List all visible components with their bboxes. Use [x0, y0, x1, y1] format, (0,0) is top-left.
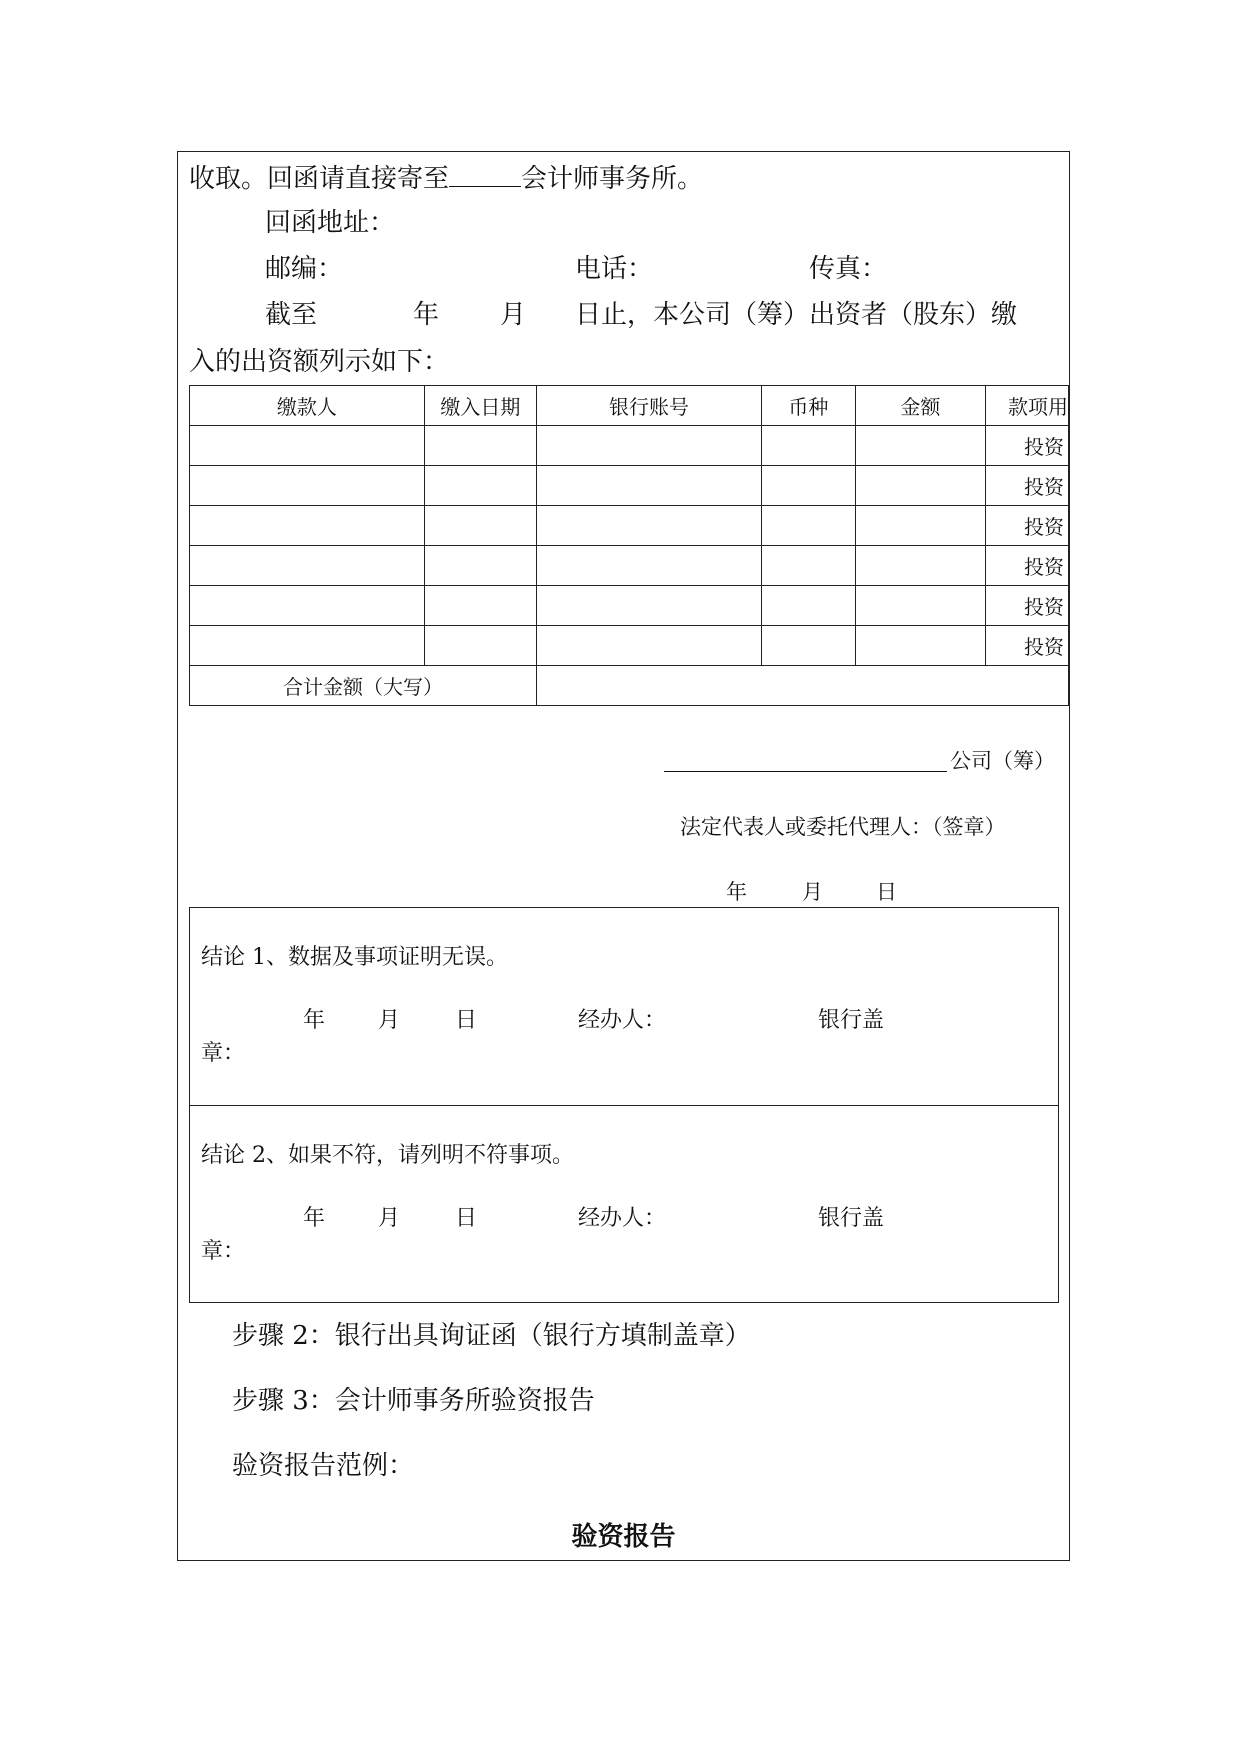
account-cell[interactable]	[537, 506, 762, 546]
header-currency: 币种	[761, 386, 855, 426]
zip-label: 邮编：	[265, 254, 344, 284]
payer-cell[interactable]	[190, 626, 425, 666]
purpose-cell: 投资	[985, 466, 1068, 506]
conclusion-1-section	[190, 908, 1058, 1106]
payer-cell[interactable]	[190, 466, 425, 506]
as-of-year: 年	[413, 300, 440, 330]
conclusion-2-seal: 银行盖	[818, 1206, 885, 1231]
amount-cell[interactable]	[855, 626, 985, 666]
table-row	[190, 426, 1069, 466]
payer-cell[interactable]	[190, 586, 425, 626]
example-label: 验资报告范例：	[232, 1451, 415, 1481]
date-cell[interactable]	[424, 626, 536, 666]
header-amount: 金额	[855, 386, 985, 426]
conclusion-1-text: 结论 1、数据及事项证明无误。	[201, 945, 508, 970]
document-frame	[177, 151, 1070, 1561]
phone-label: 电话：	[575, 254, 654, 284]
table-row	[190, 466, 1069, 506]
total-label: 合计金额（大写）	[190, 666, 537, 706]
currency-cell[interactable]	[761, 466, 855, 506]
header-bank-account: 银行账号	[537, 386, 762, 426]
conclusion-1-handler: 经办人：	[578, 1008, 667, 1033]
currency-cell[interactable]	[761, 506, 855, 546]
sign-day: 日	[876, 880, 897, 904]
account-cell[interactable]	[537, 626, 762, 666]
currency-cell[interactable]	[761, 546, 855, 586]
account-cell[interactable]	[537, 426, 762, 466]
date-cell[interactable]	[424, 586, 536, 626]
purpose-cell: 投资	[985, 546, 1068, 586]
conclusion-2-text: 结论 2、如果不符，请列明不符事项。	[201, 1143, 574, 1168]
header-purpose: 款项用	[985, 386, 1068, 426]
step-3: 步骤 3：会计师事务所验资报告	[232, 1386, 595, 1416]
list-intro: 入的出资额列示如下：	[189, 347, 450, 377]
bank-conclusion-box	[189, 907, 1059, 1303]
sign-year: 年	[726, 880, 747, 904]
conclusion-2-month: 月	[378, 1206, 401, 1231]
total-amount-cell[interactable]	[537, 666, 1069, 706]
date-cell[interactable]	[424, 426, 536, 466]
header-pay-date: 缴入日期	[424, 386, 536, 426]
conclusion-1-day: 日	[455, 1008, 478, 1033]
table-row	[190, 506, 1069, 546]
table-row	[190, 546, 1069, 586]
conclusion-1-seal: 银行盖	[818, 1008, 885, 1033]
amount-cell[interactable]	[855, 546, 985, 586]
step-2: 步骤 2：银行出具询证函（银行方填制盖章）	[232, 1321, 751, 1351]
amount-cell[interactable]	[855, 426, 985, 466]
as-of-prefix: 截至	[265, 300, 318, 330]
currency-cell[interactable]	[761, 586, 855, 626]
purpose-cell: 投资	[985, 426, 1068, 466]
account-cell[interactable]	[537, 546, 762, 586]
account-cell[interactable]	[537, 586, 762, 626]
conclusion-2-section	[190, 1105, 1058, 1304]
conclusion-2-seal-cont: 章：	[201, 1239, 246, 1264]
purpose-cell: 投资	[985, 626, 1068, 666]
conclusion-2-day: 日	[455, 1206, 478, 1231]
payer-cell[interactable]	[190, 506, 425, 546]
as-of-month: 月	[500, 300, 527, 330]
company-suffix: 公司（筹）	[950, 749, 1055, 773]
payment-table	[189, 385, 1069, 706]
date-cell[interactable]	[424, 546, 536, 586]
letter-line1	[189, 162, 703, 195]
table-row	[190, 586, 1069, 626]
currency-cell[interactable]	[761, 426, 855, 466]
header-payer: 缴款人	[190, 386, 425, 426]
conclusion-2-year: 年	[303, 1206, 326, 1231]
company-name-line[interactable]	[664, 771, 947, 772]
fax-label: 传真：	[809, 254, 888, 284]
purpose-cell: 投资	[985, 506, 1068, 546]
payer-cell[interactable]	[190, 546, 425, 586]
conclusion-1-year: 年	[303, 1008, 326, 1033]
line1-suffix: 会计师事务所。	[521, 164, 704, 194]
payer-cell[interactable]	[190, 426, 425, 466]
currency-cell[interactable]	[761, 626, 855, 666]
line1-prefix: 收取。回函请直接寄至	[189, 164, 450, 194]
table-total-row	[190, 666, 1069, 706]
account-cell[interactable]	[537, 466, 762, 506]
date-cell[interactable]	[424, 466, 536, 506]
conclusion-1-month: 月	[378, 1008, 401, 1033]
table-header-row	[190, 386, 1069, 426]
conclusion-2-handler: 经办人：	[578, 1206, 667, 1231]
sign-month: 月	[802, 880, 823, 904]
conclusion-1-seal-cont: 章：	[201, 1041, 246, 1066]
table-row	[190, 626, 1069, 666]
representative-label: 法定代表人或委托代理人：（签章）	[680, 815, 1006, 839]
report-title: 验资报告	[571, 1522, 676, 1552]
amount-cell[interactable]	[855, 466, 985, 506]
date-cell[interactable]	[424, 506, 536, 546]
address-label: 回函地址：	[265, 208, 396, 238]
purpose-cell: 投资	[985, 586, 1068, 626]
firm-name-blank[interactable]	[449, 162, 521, 187]
amount-cell[interactable]	[855, 586, 985, 626]
amount-cell[interactable]	[855, 506, 985, 546]
as-of-suffix: 日止，本公司（筹）出资者（股东）缴	[575, 300, 1018, 330]
